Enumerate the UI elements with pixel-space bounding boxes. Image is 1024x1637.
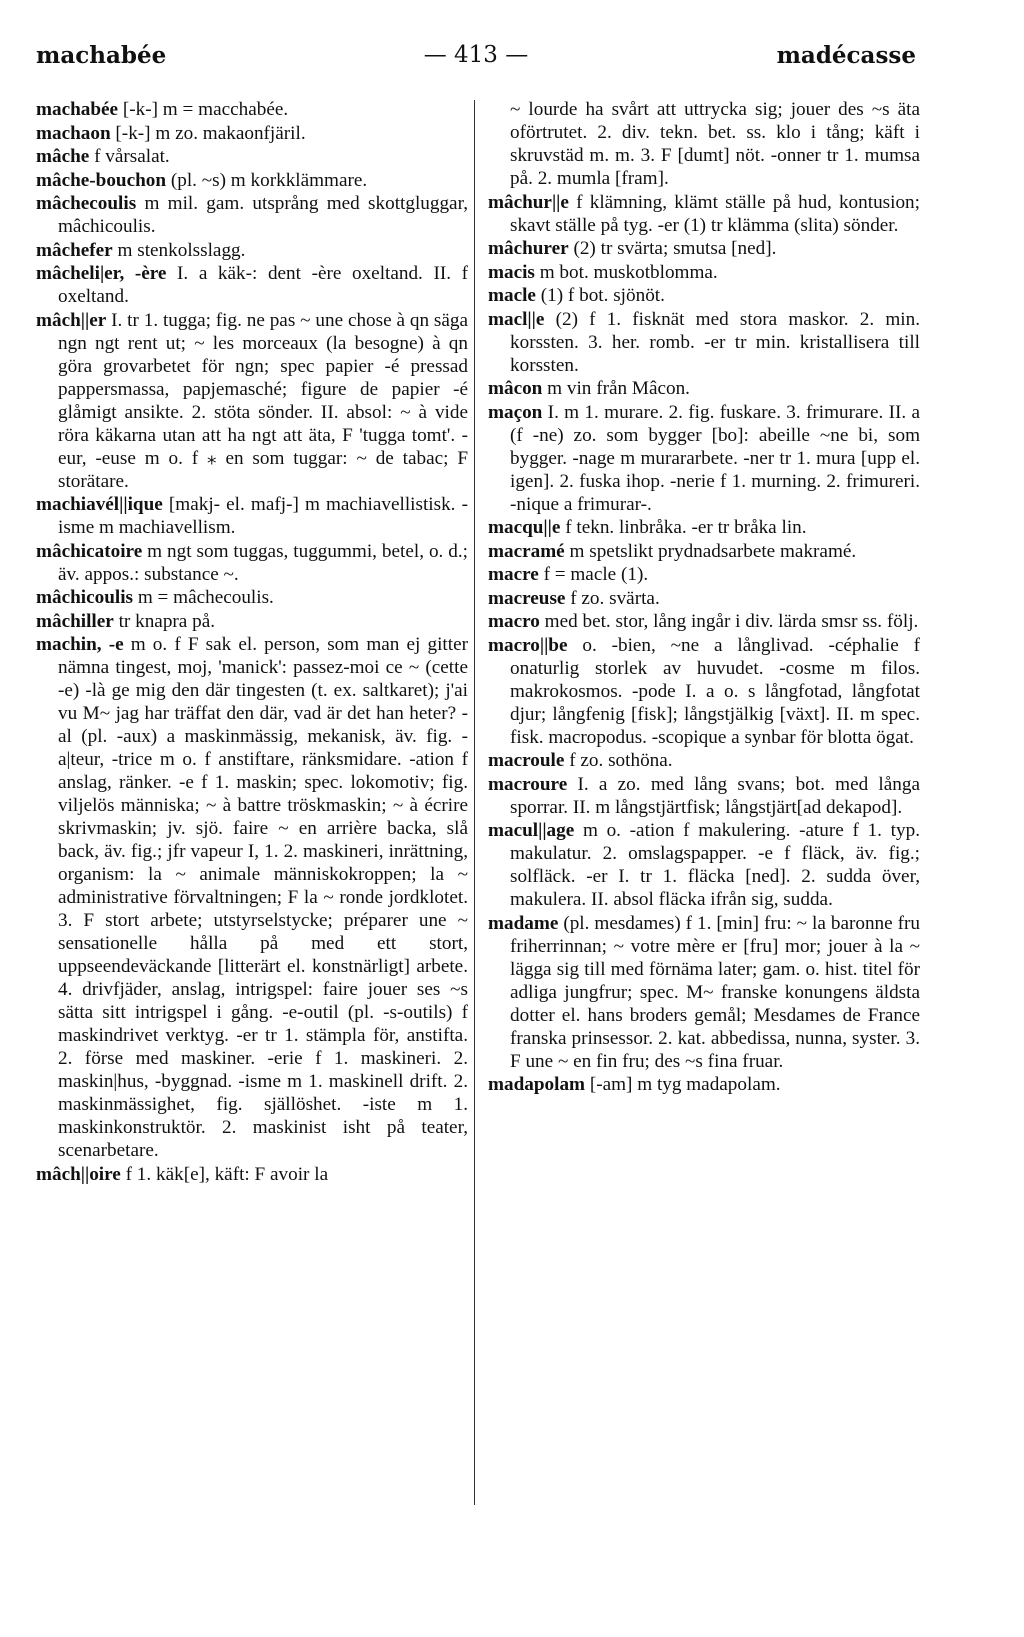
definition: I. a zo. med lång svans; bot. med långa sporrar. II. m långstjärtfisk; långstjärt[ad dekapod]. <box>510 773 920 818</box>
definition: [makj- el. mafj-] m machiavellistisk. -isme m machiavellism. <box>58 494 468 538</box>
headword: mâchicoulis <box>36 587 134 608</box>
definition: m mil. gam. utsprång med skottgluggar, mâchicoulis. <box>58 193 468 237</box>
definition: I. tr 1. tugga; fig. ne pas ~ une chose à qn säga ngn ngt rent ut; ~ les morceaux (la besogne) à qn göra grovarbetet för ngn; spec papier -é pressad pappersmassa, papjemasché; figure de papier -é glåmigt ansikte. 2. stöta sönder. II. absol: ~ à vide röra käkarna utan att ha ngt att äta, F 'tugga tomt'. -eur, -euse m o. f ⁎ en som tuggar: ~ de tabac; F storätare. <box>58 309 468 492</box>
headword: mâchiller <box>36 610 114 632</box>
definition: (2) tr svärta; smutsa [ned]. <box>568 238 777 259</box>
definition: m = mâchecoulis. <box>133 587 274 608</box>
headword: mâchicatoire <box>36 540 143 562</box>
entry <box>488 1073 920 1096</box>
definition: I. m 1. murare. 2. fig. fuskare. 3. frimurare. II. a (f -ne) zo. som bygger [bo]: abeille ~ne bi, som bygger. -nage m murararbete. -ner tr 1. mura [upp el. igen]. 2. fuska ihop. -nerie f 1. murning. 2. frimureri. -nique a frimurar-. <box>510 401 920 515</box>
entry <box>36 192 468 238</box>
entry <box>488 819 920 911</box>
entry <box>488 749 920 772</box>
entry <box>488 773 920 819</box>
headword: maçon <box>488 401 543 423</box>
headword: mâchecoulis <box>36 193 137 214</box>
entry <box>36 586 468 609</box>
first-guide-word: machabée <box>36 42 167 69</box>
page-number: — 413 — <box>423 42 529 68</box>
definition: m o. -ation f makulering. -ature f 1. typ. makulatur. 2. omslagspapper. -e f fläck, äv. fig.; solfläck. -er I. tr 1. fläcka [ned]. 2. sudda över, makulera. II. absol fläcka ifrån sig, sudda. <box>510 820 920 910</box>
headword: mâchurer <box>488 238 569 259</box>
headword: mâchefer <box>36 239 113 261</box>
definition: med bet. stor, lång ingår i div. lärda smsr ss. följ. <box>539 611 919 632</box>
entry <box>488 401 920 516</box>
entry <box>488 284 920 307</box>
entry <box>488 191 920 237</box>
entry <box>36 309 468 493</box>
definition: (1) f bot. sjönöt. <box>535 285 665 306</box>
definition: [-am] m tyg madapolam. <box>585 1074 781 1095</box>
definition: tr knapra på. <box>113 610 216 632</box>
headword: mâche <box>36 146 90 167</box>
headword: macro||be <box>488 634 568 656</box>
headword: macroure <box>488 773 568 795</box>
definition: f klämning, klämt ställe på hud, kontusion; skavt ställe på tyg. -er (1) tr klämma (slita) sönder. <box>510 191 920 236</box>
definition: m o. f F sak el. person, som man ej gitter nämna tingest, moj, 'manick': passez-moi ce ~ (cette -e) -là ge mig den där tingesten (t. ex. saltkaret); j'ai vu M~ jag har träffat den där, vad är det han heter? -al (pl. -aux) a maskinmässig, mekanisk, äv. fig. -a|teur, -trice m o. f anstiftare, ränksmidare. -ation f anslag, ränker. -e f 1. maskin; spec. lokomotiv; fig. viljelös människa; ~ à battre tröskmaskin; ~ à écrire skrivmaskin; jv. sjö. faire ~ en arrière backa, slå back, äv. fig.; jfr vapeur I, 1. 2. maskineri, inrättning, organism: la ~ animale människokroppen; la ~ administrative förvaltningen; F la ~ ronde jordklotet. 3. F stort arbete; utstyrselstycke; préparer une ~ sensationelle hålla på med ett stort, uppseendeväckande [litterärt el. konstnärligt] arbete. 4. drivfjäder, anslag, intrigspel: faire jouer ses ~s sätta sitt intrigspel i gång. -e-outil (pl. -s-outils) f maskindrivet verktyg. -er tr 1. stämpla för, anstifta. 2. förse med maskiner. -erie f 1. maskineri. 2. maskin|hus, -byggnad. -isme m 1. maskinell drift. 2. maskinmässighet, fig. själlöshet. -iste m 1. maskinkonstruktör. 2. maskinist isht på teater, scenarbetare. <box>58 634 468 1161</box>
definition: (pl. mesdames) f 1. [min] fru: ~ la baronne fru friherrinnan; ~ votre mère er [fru] mor; jouer à la ~ lägga sig till med förnäma later; gam. o. hist. titel för adliga jungfrur; spec. M~ franske konungens äldsta dotter el. hans broders gemål; Mesdames de France franska prinsessor. 2. kat. abbedissa, nunna, syster. 3. F une ~ en fin fru; des ~s fina fruar. <box>510 912 920 1072</box>
headword: macle <box>488 285 536 306</box>
entry <box>36 633 468 1162</box>
entry <box>36 145 468 168</box>
entry-continuation <box>488 98 920 190</box>
entry <box>488 377 920 400</box>
entry <box>488 540 920 563</box>
entry <box>488 308 920 377</box>
headword: machabée <box>36 99 119 120</box>
entry <box>36 493 468 539</box>
definition: m bot. muskotblomma. <box>534 261 718 283</box>
headword: macqu||e <box>488 517 561 538</box>
last-guide-word: madécasse <box>776 42 916 69</box>
headword: mâch||er <box>36 309 107 331</box>
entry <box>488 237 920 260</box>
headword: macreuse <box>488 587 566 609</box>
definition: (2) f 1. fisknät med stora maskor. 2. min. korssten. 3. her. romb. -er tr min. kristallisera till korssten. <box>510 308 920 376</box>
definition: m spetslikt prydnadsarbete makramé. <box>564 540 857 562</box>
definition: f vårsalat. <box>89 146 170 167</box>
entry <box>36 540 468 586</box>
entry <box>488 563 920 586</box>
definition: f zo. sothöna. <box>564 750 673 771</box>
entry <box>488 634 920 749</box>
headword: macl||e <box>488 308 545 330</box>
entry <box>36 610 468 633</box>
right-column <box>488 98 920 1618</box>
headword: madapolam <box>488 1074 586 1095</box>
entry <box>36 169 468 192</box>
headword: macramé <box>488 540 565 562</box>
entry <box>488 610 920 633</box>
headword: machin, -e <box>36 634 124 655</box>
headword: macre <box>488 564 539 585</box>
definition: [-k-] m zo. makaonfjäril. <box>110 122 306 144</box>
entry <box>488 261 920 284</box>
headword: mâcon <box>488 378 543 399</box>
entry <box>36 98 468 121</box>
entry <box>36 1163 468 1186</box>
definition: m vin från Mâcon. <box>542 378 690 399</box>
definition: f tekn. linbråka. -er tr bråka lin. <box>560 517 807 538</box>
definition: m ngt som tuggas, tuggummi, betel, o. d.; äv. appos.: substance ~. <box>58 540 468 585</box>
running-head <box>36 42 916 78</box>
definition: ~ lourde ha svårt att uttrycka sig; jouer des ~s äta oförtrutet. 2. div. tekn. bet. ss. klo i tång; käft i skruvstäd m. m. 3. F [dumt] nöt. -onner tr 1. mumsa på. 2. mumla [fram]. <box>510 99 920 189</box>
headword: mâche-bouchon <box>36 169 167 191</box>
entry <box>488 912 920 1073</box>
definition: f = macle (1). <box>538 564 649 585</box>
headword: machiavél||ique <box>36 494 163 515</box>
definition: o. -bien, ~ne a långlivad. -céphalie f onaturlig storlek av huvudet. -cosme m filos. makrokosmos. -pode I. a o. s långfotad, långfotat djur; långfenig [fisk]; långstjälkig [växt]. II. m spec. fisk. macropodus. -scopique a synbar för blotta ögat. <box>510 634 920 748</box>
headword: mâcheli|er, -ère <box>36 263 167 284</box>
headword: mâch||oire <box>36 1163 121 1185</box>
headword: macro <box>488 611 540 632</box>
entry <box>36 239 468 262</box>
headword: machaon <box>36 122 111 144</box>
entry <box>488 587 920 610</box>
headword: macis <box>488 261 535 283</box>
headword: madame <box>488 912 559 934</box>
definition: (pl. ~s) m korkklämmare. <box>166 169 368 191</box>
definition: f zo. svärta. <box>565 587 660 609</box>
headword: mâchur||e <box>488 191 569 213</box>
definition: [-k-] m = macchabée. <box>118 99 289 120</box>
definition: I. a käk-: dent -ère oxeltand. II. f oxeltand. <box>58 263 468 307</box>
definition: f 1. käk[e], käft: F avoir la <box>120 1163 329 1185</box>
definition: m stenkolsslagg. <box>112 239 246 261</box>
left-column <box>36 98 468 1618</box>
entry <box>36 262 468 308</box>
column-divider <box>474 100 475 1505</box>
headword: macroule <box>488 750 565 771</box>
entry <box>36 122 468 145</box>
entry <box>488 516 920 539</box>
headword: macul||age <box>488 820 575 841</box>
